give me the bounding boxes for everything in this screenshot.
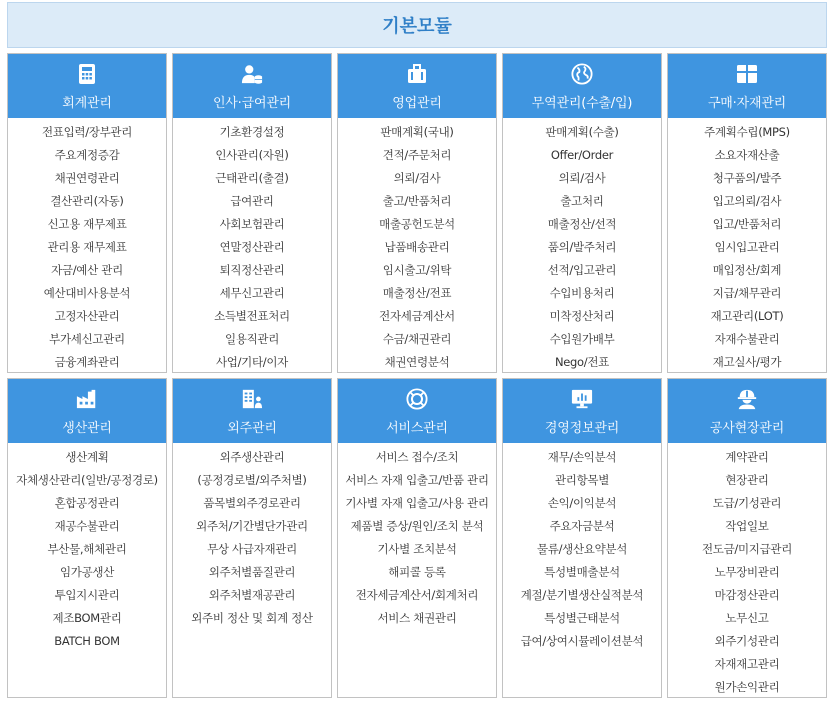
module-item[interactable]: 부산물,해체관리: [47, 542, 127, 556]
module-title: 무역관리(수출/입): [531, 96, 633, 111]
module-item[interactable]: 무상 사급자재관리: [207, 542, 297, 556]
module-item[interactable]: 출고/반품처리: [382, 194, 452, 208]
module-item[interactable]: (공정경로별/외주처별): [197, 473, 307, 487]
module-title: 외주관리: [227, 421, 277, 436]
module-item[interactable]: 특성별근태분석: [544, 611, 620, 625]
module-item[interactable]: 신고용 재무제표: [47, 217, 127, 231]
module-item-list: [503, 118, 661, 374]
module-item[interactable]: 판매계획(국내): [380, 125, 454, 139]
module-header[interactable]: [503, 54, 661, 118]
module-item[interactable]: 판매계획(수출): [545, 125, 619, 139]
module-item[interactable]: 매출정산/전표: [382, 286, 452, 300]
module-item-list: [338, 443, 496, 630]
module-item[interactable]: 재고관리(LOT): [710, 309, 784, 323]
module-item[interactable]: 외주처별품질관리: [208, 565, 296, 579]
module-item[interactable]: 해피콜 등록: [388, 565, 446, 579]
module-item[interactable]: 출고처리: [560, 194, 604, 208]
module-card: [7, 378, 167, 698]
module-item[interactable]: 작업일보: [725, 519, 769, 533]
module-item[interactable]: 품목별외주경로관리: [203, 496, 301, 510]
module-item[interactable]: 일용직관리: [224, 332, 280, 346]
module-item[interactable]: 노무장비관리: [714, 565, 780, 579]
module-item[interactable]: 주요계정증감: [54, 148, 120, 162]
module-item[interactable]: 서비스 접수/조치: [375, 450, 459, 464]
module-item-list: [8, 118, 166, 374]
module-item[interactable]: 계절/분기별생산실적분석: [520, 588, 644, 602]
module-item[interactable]: 청구품의/발주: [712, 171, 782, 185]
module-item[interactable]: 선적/입고관리: [547, 263, 617, 277]
module-item[interactable]: 금융계좌관리: [54, 355, 120, 369]
module-title: 공사현장관리: [709, 421, 785, 436]
module-item[interactable]: 고정자산관리: [54, 309, 120, 323]
factory-icon: [76, 388, 98, 410]
module-card: [337, 53, 497, 373]
module-title: 생산관리: [62, 421, 112, 436]
module-item[interactable]: 기초환경설정: [219, 125, 285, 139]
module-card: [172, 378, 332, 698]
module-item[interactable]: 수입비용처리: [549, 286, 615, 300]
module-item[interactable]: 주요자금분석: [549, 519, 615, 533]
module-item[interactable]: 전도금/미지급관리: [701, 542, 793, 556]
module-item[interactable]: 혼합공정관리: [54, 496, 120, 510]
module-item[interactable]: 채권연령분석: [384, 355, 450, 369]
module-item[interactable]: 임시출고/위탁: [382, 263, 452, 277]
module-item[interactable]: 특성별매출분석: [544, 565, 620, 579]
module-header[interactable]: [173, 379, 331, 443]
module-item[interactable]: 수입원가배부: [549, 332, 615, 346]
module-card: [502, 378, 662, 698]
module-item[interactable]: 서비스 자재 입출고/반품 관리: [345, 473, 489, 487]
module-item[interactable]: 사회보험관리: [219, 217, 285, 231]
module-item-list: [173, 118, 331, 374]
module-item[interactable]: 외주처별재공관리: [208, 588, 296, 602]
module-item[interactable]: 의뢰/검사: [393, 171, 441, 185]
module-header[interactable]: [338, 379, 496, 443]
module-card: [667, 53, 827, 373]
module-item[interactable]: 인사관리(자원): [215, 148, 289, 162]
module-item-list: [503, 443, 661, 653]
page-title-bar: [7, 2, 827, 48]
module-item-list: [338, 118, 496, 374]
module-title: 인사·급여관리: [212, 96, 292, 111]
module-item[interactable]: 급여/상여시뮬레이션분석: [520, 634, 644, 648]
module-item[interactable]: 주계획수립(MPS): [704, 125, 790, 139]
calculator-icon: [76, 63, 98, 85]
module-item[interactable]: 급여관리: [230, 194, 274, 208]
module-item[interactable]: 현장관리: [725, 473, 769, 487]
module-item[interactable]: 손익/이익분석: [547, 496, 617, 510]
module-header[interactable]: [668, 54, 826, 118]
module-item[interactable]: 결산관리(자동): [50, 194, 124, 208]
module-header[interactable]: [8, 379, 166, 443]
module-item[interactable]: 근태관리(출결): [215, 171, 289, 185]
box-icon: [736, 63, 758, 85]
module-item[interactable]: 품의/발주처리: [547, 240, 617, 254]
module-title: 구매·자재관리: [707, 96, 787, 111]
service-icon: [406, 388, 428, 410]
module-item[interactable]: 소득별전표처리: [214, 309, 290, 323]
module-item-list: [8, 443, 166, 653]
module-item[interactable]: 미착정산처리: [549, 309, 615, 323]
module-card: [7, 53, 167, 373]
module-item[interactable]: 외주비 정산 및 회계 정산: [191, 611, 313, 625]
module-item[interactable]: 재고실사/평가: [712, 355, 782, 369]
module-item[interactable]: 외주처/기간별단가관리: [196, 519, 308, 533]
module-item[interactable]: 연말정산관리: [219, 240, 285, 254]
module-item[interactable]: 전자세금계산서/회계처리: [355, 588, 479, 602]
hardhat-worker-icon: [736, 388, 758, 410]
module-item[interactable]: 부가세신고관리: [49, 332, 125, 346]
module-item[interactable]: 입고의뢰/검사: [712, 194, 782, 208]
module-item[interactable]: 관리항목별: [554, 473, 610, 487]
module-item[interactable]: 자재수불관리: [714, 332, 780, 346]
module-item[interactable]: 지급/채무관리: [712, 286, 782, 300]
module-item-list: [668, 118, 826, 374]
module-item[interactable]: 제조BOM관리: [52, 611, 122, 625]
globe-icon: [571, 63, 593, 85]
module-card: [502, 53, 662, 373]
module-header[interactable]: [173, 54, 331, 118]
module-item[interactable]: 기사별 조치분석: [377, 542, 457, 556]
module-item[interactable]: 생산계획: [65, 450, 109, 464]
user-money-icon: [241, 63, 263, 85]
module-title: 경영정보관리: [544, 421, 620, 436]
module-item[interactable]: BATCH BOM: [54, 634, 120, 648]
module-item[interactable]: 자재재고관리: [714, 657, 780, 671]
module-card: [667, 378, 827, 698]
module-item[interactable]: Offer/Order: [550, 148, 614, 162]
building-person-icon: [241, 388, 263, 410]
module-item[interactable]: 사업/기타/이자: [215, 355, 288, 369]
module-item[interactable]: Nego/전표: [554, 355, 609, 369]
module-item[interactable]: 자체생산관리(일반/공정경로): [16, 473, 158, 487]
module-item[interactable]: 전자세금계산서: [379, 309, 455, 323]
page-title: 기본모듈: [382, 16, 452, 37]
module-item[interactable]: 세무신고관리: [219, 286, 285, 300]
module-title: 영업관리: [392, 96, 442, 111]
module-item[interactable]: 재무/손익분석: [547, 450, 617, 464]
module-title: 회계관리: [62, 96, 112, 111]
module-item[interactable]: 임시입고관리: [714, 240, 780, 254]
module-item[interactable]: 노무신고: [725, 611, 769, 625]
module-item[interactable]: 매입정산/회계: [712, 263, 782, 277]
module-item[interactable]: 채권연령관리: [54, 171, 120, 185]
module-title: 서비스관리: [386, 421, 448, 436]
module-item-list: [668, 443, 826, 699]
module-item[interactable]: 전표입력/장부관리: [41, 125, 133, 139]
module-card: [172, 53, 332, 373]
module-item[interactable]: 서비스 채권관리: [377, 611, 457, 625]
module-item[interactable]: 물류/생산요약분석: [536, 542, 628, 556]
module-item[interactable]: 기사별 자재 입출고/사용 관리: [345, 496, 489, 510]
module-item[interactable]: 의뢰/검사: [558, 171, 606, 185]
module-header[interactable]: [338, 54, 496, 118]
module-item[interactable]: 견적/주문처리: [382, 148, 452, 162]
module-item[interactable]: 자금/예산 관리: [51, 263, 123, 277]
module-item[interactable]: 계약관리: [725, 450, 769, 464]
module-item[interactable]: 납품배송관리: [384, 240, 450, 254]
module-item[interactable]: 소요자재산출: [714, 148, 780, 162]
module-item[interactable]: 외주기성관리: [714, 634, 780, 648]
module-item[interactable]: 재공수불관리: [54, 519, 120, 533]
briefcase-icon: [406, 63, 428, 85]
module-item[interactable]: 투입지시관리: [54, 588, 120, 602]
module-item[interactable]: 매출정산/선적: [547, 217, 617, 231]
module-item[interactable]: 수금/채권관리: [382, 332, 452, 346]
module-item[interactable]: 매출공헌도분석: [379, 217, 455, 231]
module-item[interactable]: 도급/기성관리: [712, 496, 782, 510]
module-item[interactable]: 마감정산관리: [714, 588, 780, 602]
module-item[interactable]: 예산대비사용분석: [43, 286, 131, 300]
module-item[interactable]: 입고/반품처리: [712, 217, 782, 231]
module-card: [337, 378, 497, 698]
module-item[interactable]: 임가공생산: [59, 565, 115, 579]
module-header[interactable]: [503, 379, 661, 443]
module-item[interactable]: 외주생산관리: [219, 450, 285, 464]
monitor-chart-icon: [571, 388, 593, 410]
module-item[interactable]: 관리용 재무제표: [47, 240, 127, 254]
module-header[interactable]: [8, 54, 166, 118]
module-item[interactable]: 원가손익관리: [714, 680, 780, 694]
module-header[interactable]: [668, 379, 826, 443]
module-item[interactable]: 제품별 증상/원인/조치 분석: [350, 519, 484, 533]
module-item[interactable]: 퇴직정산관리: [219, 263, 285, 277]
module-item-list: [173, 443, 331, 630]
